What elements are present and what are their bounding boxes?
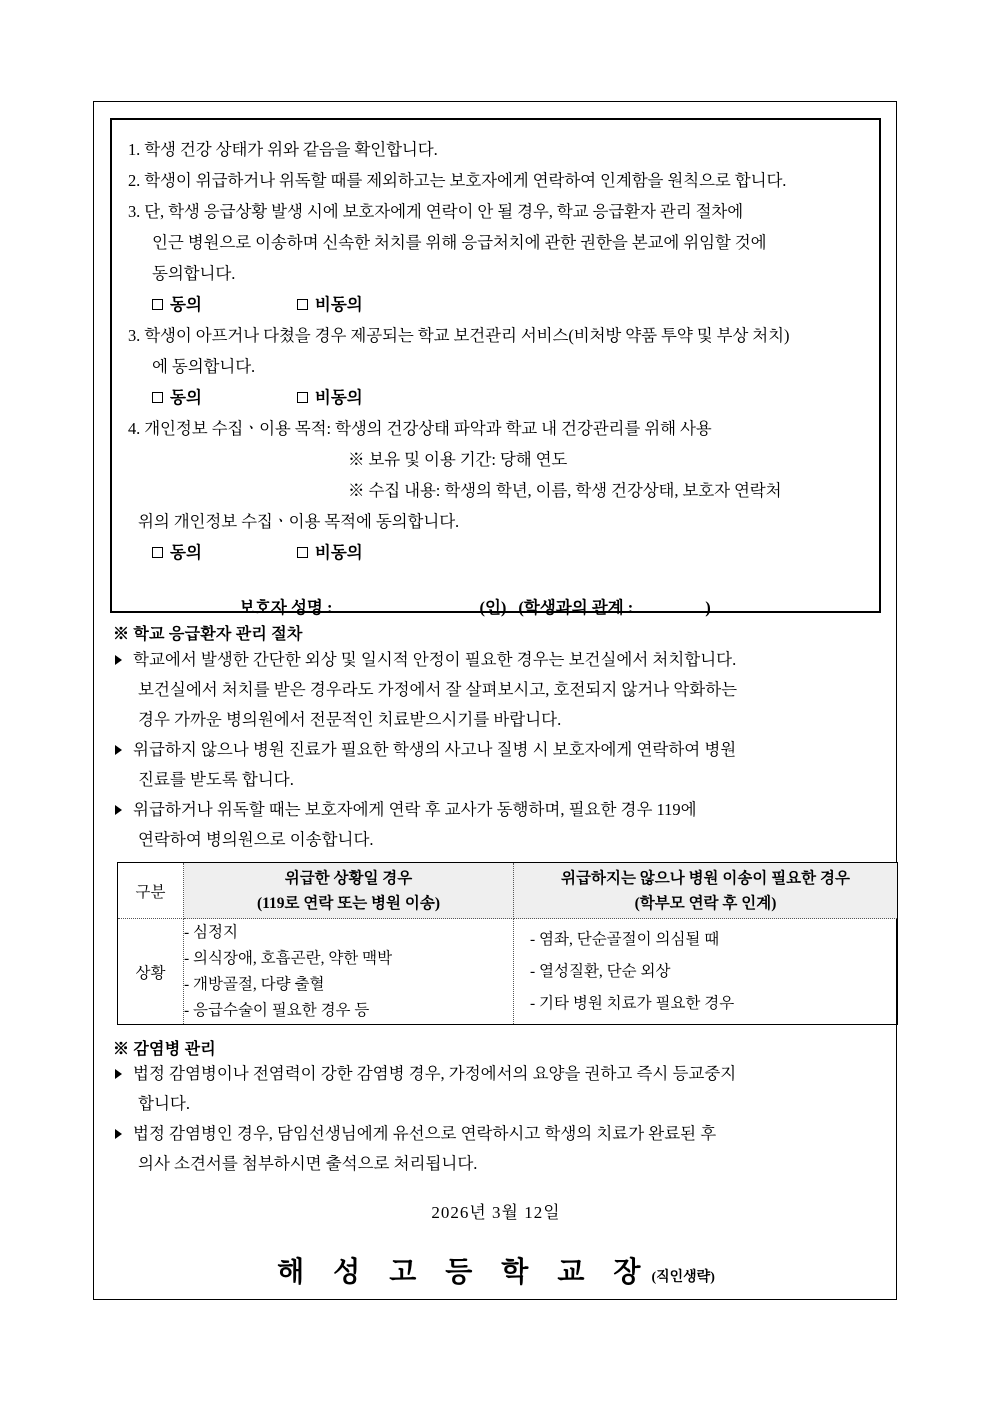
emergency-section-heading: ※ 학교 응급환자 관리 절차 <box>113 626 303 643</box>
infection-bullet-text: 법정 감염병인 경우, 담임선생님에게 유선으로 연락하시고 학생의 치료가 완료된 후 <box>133 1124 717 1143</box>
checkbox-disagree-label: 비동의 <box>314 295 363 314</box>
situation-table <box>117 862 898 1025</box>
school-name: 해 성 고 등 학 교 장 <box>277 1257 652 1288</box>
consent-text-line: 1. 학생 건강 상태가 위와 같음을 확인합니다. <box>128 140 438 159</box>
consent-text-line: 3. 학생이 아프거나 다쳤을 경우 제공되는 학교 보건관리 서비스(비처방 약품 투약 및 부상 처치) <box>128 326 790 345</box>
consent-text-line: 4. 개인정보 수집ㆍ이용 목적: 학생의 건강상태 파악과 학교 내 건강관리를 위해 사용 <box>128 419 712 438</box>
consent-text-line: 위의 개인정보 수집ㆍ이용 목적에 동의합니다. <box>138 512 460 531</box>
document-date: 2026년 3월 12일 <box>431 1203 561 1222</box>
checkbox-agree-label: 동의 <box>170 388 202 407</box>
table-cell-urgent-items <box>184 919 514 1025</box>
seal-omitted-note: (직인생략) <box>651 1270 715 1285</box>
checkbox-agree[interactable] <box>152 537 202 568</box>
consent-agreement-box <box>110 118 881 617</box>
bullet-triangle-icon <box>115 1129 122 1139</box>
table-row <box>118 919 898 1025</box>
seal-label: (인) <box>479 598 507 617</box>
checkbox-agree-label: 동의 <box>170 295 202 314</box>
checkbox-disagree[interactable] <box>297 537 363 568</box>
emergency-bullet-text: 보건실에서 처치를 받은 경우라도 가정에서 잘 살펴보시고, 호전되지 않거나 악화하는 <box>138 680 738 699</box>
bullet-triangle-icon <box>115 745 122 755</box>
infection-bullet-line <box>113 1059 893 1089</box>
consent-text-line: ※ 수집 내용: 학생의 학년, 이름, 학생 건강상태, 보호자 연락처 <box>348 481 782 500</box>
infection-bullet-text: 의사 소견서를 첨부하시면 출석으로 처리됩니다. <box>138 1154 478 1173</box>
table-row-label: 상황 <box>118 919 184 1025</box>
consent-checkbox-row <box>126 537 869 568</box>
consent-text-line: 동의합니다. <box>152 264 236 283</box>
emergency-bullet-line <box>113 795 893 825</box>
emergency-section-bullets <box>113 645 893 855</box>
consent-text-line: 3. 단, 학생 응급상황 발생 시에 보호자에게 연락이 안 될 경우, 학교 응급환자 관리 절차에 <box>128 202 744 221</box>
table-header-row <box>118 863 898 919</box>
table-header-nonurgent-line1: 위급하지는 않으나 병원 이송이 필요한 경우 <box>561 869 850 887</box>
emergency-bullet-line <box>113 825 893 855</box>
emergency-bullet-text: 학교에서 발생한 간단한 외상 및 일시적 안정이 필요한 경우는 보건실에서 처치합니다. <box>133 650 737 669</box>
checkbox-square-icon[interactable] <box>152 392 163 403</box>
table-header-urgent-line1: 위급한 상황일 경우 <box>284 869 413 887</box>
checkbox-disagree[interactable] <box>297 382 363 413</box>
table-header-urgent <box>184 863 514 919</box>
checkbox-square-icon[interactable] <box>152 547 163 558</box>
table-header-nonurgent <box>514 863 898 919</box>
infection-bullet-text: 합니다. <box>138 1094 190 1113</box>
urgent-item: - 의식장애, 호흡곤란, 약한 맥박 <box>184 949 393 967</box>
emergency-bullet-line <box>113 705 893 735</box>
checkbox-agree[interactable] <box>152 382 202 413</box>
emergency-bullet-line <box>113 645 893 675</box>
consent-checkbox-row <box>126 289 869 320</box>
checkbox-square-icon[interactable] <box>297 299 308 310</box>
table-cell-nonurgent-items <box>514 919 898 1025</box>
relation-label: (학생과의 관계 : <box>518 598 634 617</box>
table-header-nonurgent-line2: (학부모 연락 후 인계) <box>634 894 777 912</box>
checkbox-agree[interactable] <box>152 289 202 320</box>
consent-text-line: 에 동의합니다. <box>152 357 256 376</box>
bullet-triangle-icon <box>115 805 122 815</box>
school-signature-line <box>0 1250 992 1290</box>
infection-bullet-text: 법정 감염병이나 전염력이 강한 감염병 경우, 가정에서의 요양을 권하고 즉시 등교중지 <box>133 1064 737 1083</box>
table-header-urgent-line2: (119로 연락 또는 병원 이송) <box>257 894 440 912</box>
emergency-bullet-text: 위급하지 않으나 병원 진료가 필요한 학생의 사고나 질병 시 보호자에게 연락하여 병원 <box>133 740 737 759</box>
guardian-name-label: 보호자 성명 : <box>239 598 333 617</box>
consent-text-line: 2. 학생이 위급하거나 위독할 때를 제외하고는 보호자에게 연락하여 인계함을 원칙으로 합니다. <box>128 171 787 190</box>
emergency-bullet-line <box>113 735 893 765</box>
checkbox-agree-label: 동의 <box>170 543 202 562</box>
infection-section-heading: ※ 감염병 관리 <box>113 1041 216 1058</box>
consent-checkbox-row <box>126 382 869 413</box>
table-header-category: 구분 <box>118 863 184 919</box>
infection-section-bullets <box>113 1059 893 1179</box>
emergency-bullet-text: 위급하거나 위독할 때는 보호자에게 연락 후 교사가 동행하며, 필요한 경우 119에 <box>133 800 697 819</box>
nonurgent-item: - 염좌, 단순골절이 의심될 때 <box>530 930 720 948</box>
bullet-triangle-icon <box>115 655 122 665</box>
guardian-signature-row <box>126 592 869 623</box>
checkbox-square-icon[interactable] <box>152 299 163 310</box>
urgent-item: - 심정지 <box>184 923 238 941</box>
bullet-triangle-icon <box>115 1069 122 1079</box>
urgent-item: - 개방골절, 다량 출혈 <box>184 975 325 993</box>
nonurgent-item: - 기타 병원 치료가 필요한 경우 <box>530 994 735 1012</box>
urgent-item: - 응급수술이 필요한 경우 등 <box>184 1001 370 1019</box>
consent-text-line: 인근 병원으로 이송하며 신속한 처치를 위해 응급처치에 관한 권한을 본교에 위임할 것에 <box>152 233 767 252</box>
emergency-bullet-text: 연락하여 병의원으로 이송합니다. <box>138 830 374 849</box>
consent-text-line: ※ 보유 및 이용 기간: 당해 연도 <box>348 450 568 469</box>
checkbox-disagree[interactable] <box>297 289 363 320</box>
emergency-bullet-line <box>113 765 893 795</box>
checkbox-square-icon[interactable] <box>297 392 308 403</box>
emergency-bullet-line <box>113 675 893 705</box>
nonurgent-item: - 열성질환, 단순 외상 <box>530 962 671 980</box>
checkbox-square-icon[interactable] <box>297 547 308 558</box>
emergency-bullet-text: 진료를 받도록 합니다. <box>138 770 294 789</box>
emergency-bullet-text: 경우 가까운 병의원에서 전문적인 치료받으시기를 바랍니다. <box>138 710 562 729</box>
infection-bullet-line <box>113 1089 893 1119</box>
checkbox-disagree-label: 비동의 <box>314 543 363 562</box>
infection-bullet-line <box>113 1119 893 1149</box>
relation-close-paren: ) <box>705 598 711 617</box>
checkbox-disagree-label: 비동의 <box>314 388 363 407</box>
infection-bullet-line <box>113 1149 893 1179</box>
